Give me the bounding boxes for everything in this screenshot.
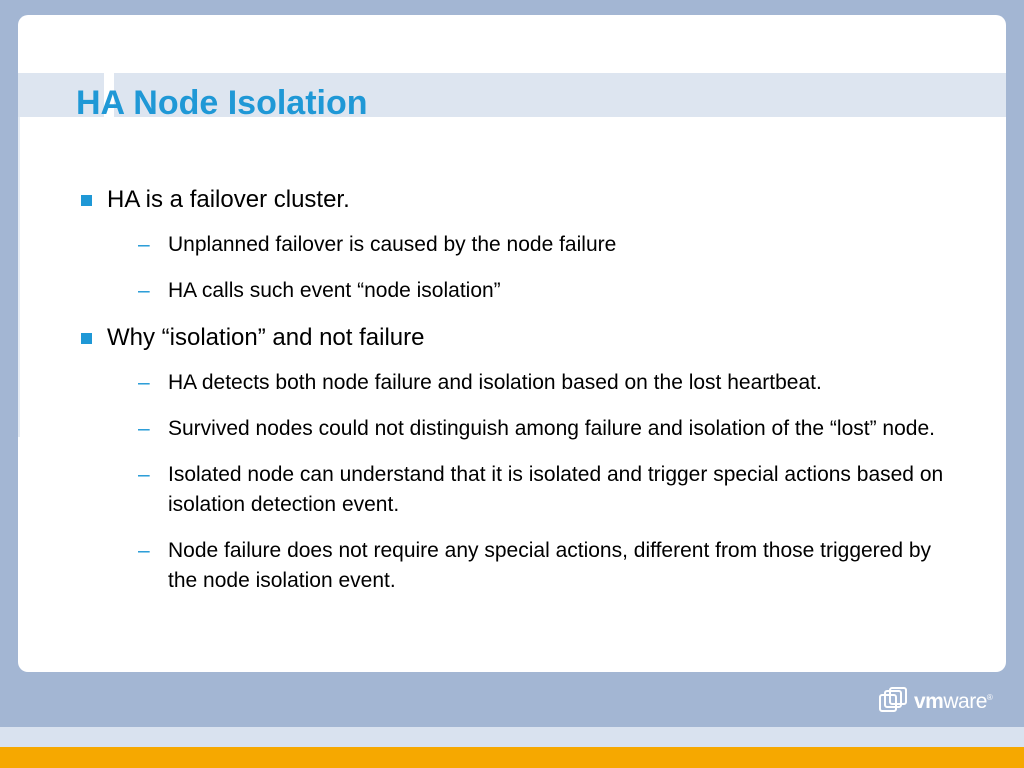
bullet-item <box>80 184 980 216</box>
sub-bullet-text: HA calls such event “node isolation” <box>168 279 501 302</box>
sub-bullet-item <box>80 536 980 596</box>
sub-bullet-item <box>80 460 980 520</box>
sub-bullet-item <box>80 230 980 260</box>
sub-bullet-item <box>80 276 980 306</box>
logo-vm: vm <box>914 690 944 713</box>
bullet-text: HA is a failover cluster. <box>107 186 350 213</box>
vmware-logo-icon <box>878 686 910 718</box>
square-bullet-icon <box>81 195 92 206</box>
sub-bullet-text: Survived nodes could not distinguish among failure and isolation of the “lost” node. <box>168 417 935 440</box>
dash-icon: – <box>138 417 150 440</box>
dash-icon: – <box>138 463 150 486</box>
slide-content <box>80 184 980 612</box>
slide-title: HA Node Isolation <box>76 84 368 122</box>
sub-bullet-text: Isolated node can understand that it is isolated and trigger special actions based on isolation detection event. <box>168 463 944 516</box>
left-accent-line <box>18 117 20 437</box>
footer-orange-strip <box>0 747 1024 768</box>
sub-bullet-item <box>80 368 980 398</box>
bullet-text: Why “isolation” and not failure <box>107 324 425 351</box>
sub-bullet-text: HA detects both node failure and isolation based on the lost heartbeat. <box>168 371 822 394</box>
square-bullet-icon <box>81 333 92 344</box>
vmware-logo <box>878 686 992 718</box>
dash-icon: – <box>138 279 150 302</box>
sub-bullet-item <box>80 414 980 444</box>
dash-icon: – <box>138 539 150 562</box>
bullet-item <box>80 322 980 354</box>
dash-icon: – <box>138 371 150 394</box>
logo-wordmark <box>914 690 992 714</box>
sub-bullet-text: Node failure does not require any special actions, different from those triggered by the node isolation event. <box>168 539 932 592</box>
dash-icon: – <box>138 233 150 256</box>
sub-bullet-text: Unplanned failover is caused by the node failure <box>168 233 617 256</box>
registered-mark: ® <box>986 693 993 702</box>
logo-ware: ware <box>943 690 987 713</box>
footer-light-strip <box>0 727 1024 747</box>
